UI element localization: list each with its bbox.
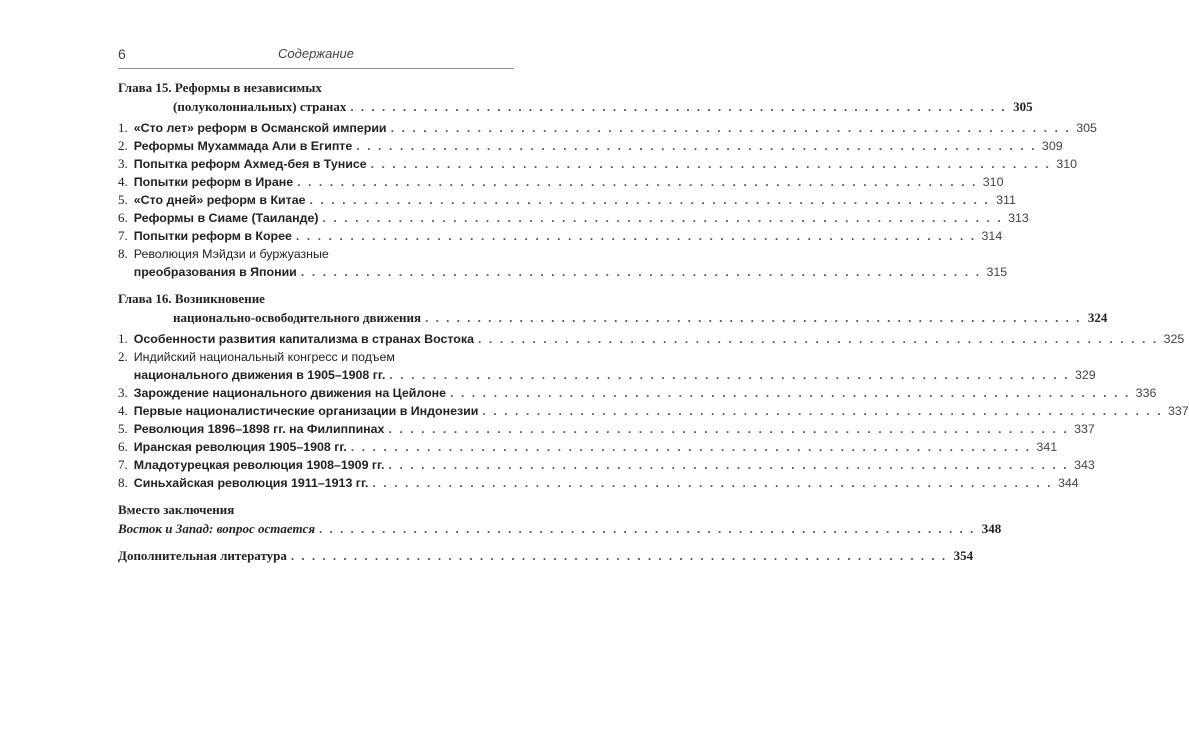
entry-title: Особенности развития капитализма в странах Востока: [133, 332, 474, 346]
toc-entry[interactable]: [118, 191, 1016, 209]
chapter-16-heading[interactable]: [118, 289, 514, 308]
entry-number: 5.: [118, 192, 128, 207]
toc-entry[interactable]: [118, 137, 1063, 155]
toc-entry[interactable]: [118, 245, 1008, 281]
leader-dots: [450, 384, 1130, 402]
entry-title: Попытки реформ в Корее: [133, 229, 292, 243]
leader-dots: [388, 420, 1068, 438]
entry-number: 6.: [118, 439, 128, 454]
leader-dots: [301, 263, 981, 281]
leader-dots: [388, 456, 1068, 474]
leader-dots: [350, 97, 1006, 116]
leader-dots: [351, 438, 1031, 456]
toc-entry[interactable]: [118, 402, 1189, 420]
entry-number: 8.: [118, 246, 128, 261]
chapter-15-title-line2-row[interactable]: [118, 97, 1033, 116]
entry-page: 310: [1056, 157, 1077, 171]
entry-page: 314: [981, 229, 1003, 243]
running-head: [118, 44, 514, 69]
entry-title: Синьхайская революция 1911–1913 гг.: [133, 476, 369, 490]
entry-number: 7.: [118, 457, 128, 472]
leader-dots: [291, 546, 947, 565]
toc-entry[interactable]: [118, 420, 1095, 438]
chapter-15-items: [118, 119, 1097, 281]
toc-entry[interactable]: [118, 456, 1095, 474]
toc-entry[interactable]: [118, 173, 1004, 191]
leader-dots: [296, 227, 976, 245]
toc-entry[interactable]: [118, 438, 1058, 456]
entry-number: 3.: [118, 156, 128, 171]
entry-number: 2.: [118, 349, 128, 364]
entry-title-line1: Индийский национальный конгресс и подъем: [133, 350, 395, 364]
chapter-15-heading[interactable]: [118, 78, 514, 97]
entry-number: 5.: [118, 421, 128, 436]
literature-title: Дополнительная литература: [118, 548, 287, 563]
entry-number: 7.: [118, 228, 128, 243]
entry-number: 4.: [118, 403, 128, 418]
entry-page: 311: [996, 193, 1016, 207]
entry-title: Реформы в Сиаме (Таиланде): [133, 211, 319, 225]
literature-section: [118, 546, 974, 565]
entry-title: Иранская революция 1905–1908 гг.: [133, 440, 347, 454]
chapter-15-label: Глава 15.: [118, 80, 172, 95]
entry-page: 341: [1036, 440, 1058, 454]
toc-entry[interactable]: [118, 348, 1096, 384]
page-number: 6: [118, 46, 126, 62]
entry-title-line2: национального движения в 1905–1908 гг.: [133, 368, 386, 382]
leader-dots: [322, 209, 1002, 227]
leader-dots: [482, 402, 1162, 420]
chapter-16-page: 324: [1087, 310, 1108, 325]
entry-page: 337: [1074, 422, 1095, 436]
toc-entry[interactable]: [118, 209, 1029, 227]
chapter-15-title-line2: (полуколониальных) странах: [173, 99, 347, 114]
entry-number: 1.: [118, 120, 128, 135]
chapter-16: [118, 289, 1189, 492]
toc-entry[interactable]: [118, 155, 1077, 173]
leader-dots: [297, 173, 977, 191]
entry-title: «Сто дней» реформ в Китае: [133, 193, 306, 207]
entry-page: 313: [1008, 211, 1029, 225]
conclusion-heading: Вместо заключения: [118, 502, 235, 517]
entry-title-line1: Революция Мэйдзи и буржуазные: [133, 247, 329, 261]
running-head-title: Содержание: [278, 46, 354, 61]
entry-title: Попытка реформ Ахмед-бея в Тунисе: [133, 157, 367, 171]
entry-title: Революция 1896–1898 гг. на Филиппинах: [133, 422, 385, 436]
table-of-contents: [118, 78, 1189, 573]
literature-page: 354: [953, 548, 974, 563]
entry-page: 336: [1135, 386, 1157, 400]
chapter-16-title-line1: Возникновение: [174, 291, 265, 306]
entry-page: 343: [1074, 458, 1095, 472]
conclusion-section: [118, 500, 1002, 538]
entry-title: Попытки реформ в Иране: [133, 175, 294, 189]
entry-title: Зарождение национального движения на Цейлоне: [133, 386, 447, 400]
leader-dots: [371, 155, 1051, 173]
chapter-16-label: Глава 16.: [118, 291, 172, 306]
toc-entry[interactable]: [118, 474, 1079, 492]
entry-page: 337: [1168, 404, 1189, 418]
toc-entry[interactable]: [118, 330, 1185, 348]
chapter-16-items: [118, 330, 1189, 492]
leader-dots: [310, 191, 990, 209]
entry-number: 8.: [118, 475, 128, 490]
chapter-15-page: 305: [1013, 99, 1033, 114]
chapter-16-title-line2-row[interactable]: [118, 308, 1108, 327]
entry-title-line2: преобразования в Японии: [133, 265, 297, 279]
entry-page: 309: [1041, 139, 1063, 153]
entry-number: 3.: [118, 385, 128, 400]
leader-dots: [372, 474, 1052, 492]
entry-page: 329: [1074, 368, 1096, 382]
conclusion-title: Восток и Запад: вопрос остается: [118, 521, 316, 536]
entry-title: «Сто лет» реформ в Османской империи: [133, 121, 387, 135]
leader-dots: [389, 366, 1069, 384]
entry-number: 2.: [118, 138, 128, 153]
entry-page: 344: [1057, 476, 1079, 490]
entry-title: Первые националистические организации в Индонезии: [133, 404, 479, 418]
conclusion-page: 348: [981, 521, 1002, 536]
entry-number: 1.: [118, 331, 128, 346]
toc-entry[interactable]: [118, 384, 1157, 402]
chapter-16-title-line2: национально-освободительного движения: [173, 310, 422, 325]
entry-title: Младотурецкая революция 1908–1909 гг.: [133, 458, 385, 472]
entry-page: 325: [1163, 332, 1185, 346]
chapter-15: [118, 78, 1097, 281]
toc-entry[interactable]: [118, 119, 1097, 137]
literature-entry[interactable]: [118, 546, 974, 565]
entry-number: 6.: [118, 210, 128, 225]
leader-dots: [391, 119, 1071, 137]
entry-page: 315: [986, 265, 1008, 279]
chapter-15-title-line1: Реформы в независимых: [174, 80, 322, 95]
entry-number: 4.: [118, 174, 128, 189]
entry-page: 305: [1076, 121, 1097, 135]
toc-entry[interactable]: [118, 227, 1003, 245]
entry-title: Реформы Мухаммада Али в Египте: [133, 139, 353, 153]
leader-dots: [425, 308, 1081, 327]
leader-dots: [478, 330, 1158, 348]
leader-dots: [356, 137, 1036, 155]
leader-dots: [319, 519, 975, 538]
conclusion-entry[interactable]: [118, 519, 1002, 538]
entry-page: 310: [982, 175, 1004, 189]
